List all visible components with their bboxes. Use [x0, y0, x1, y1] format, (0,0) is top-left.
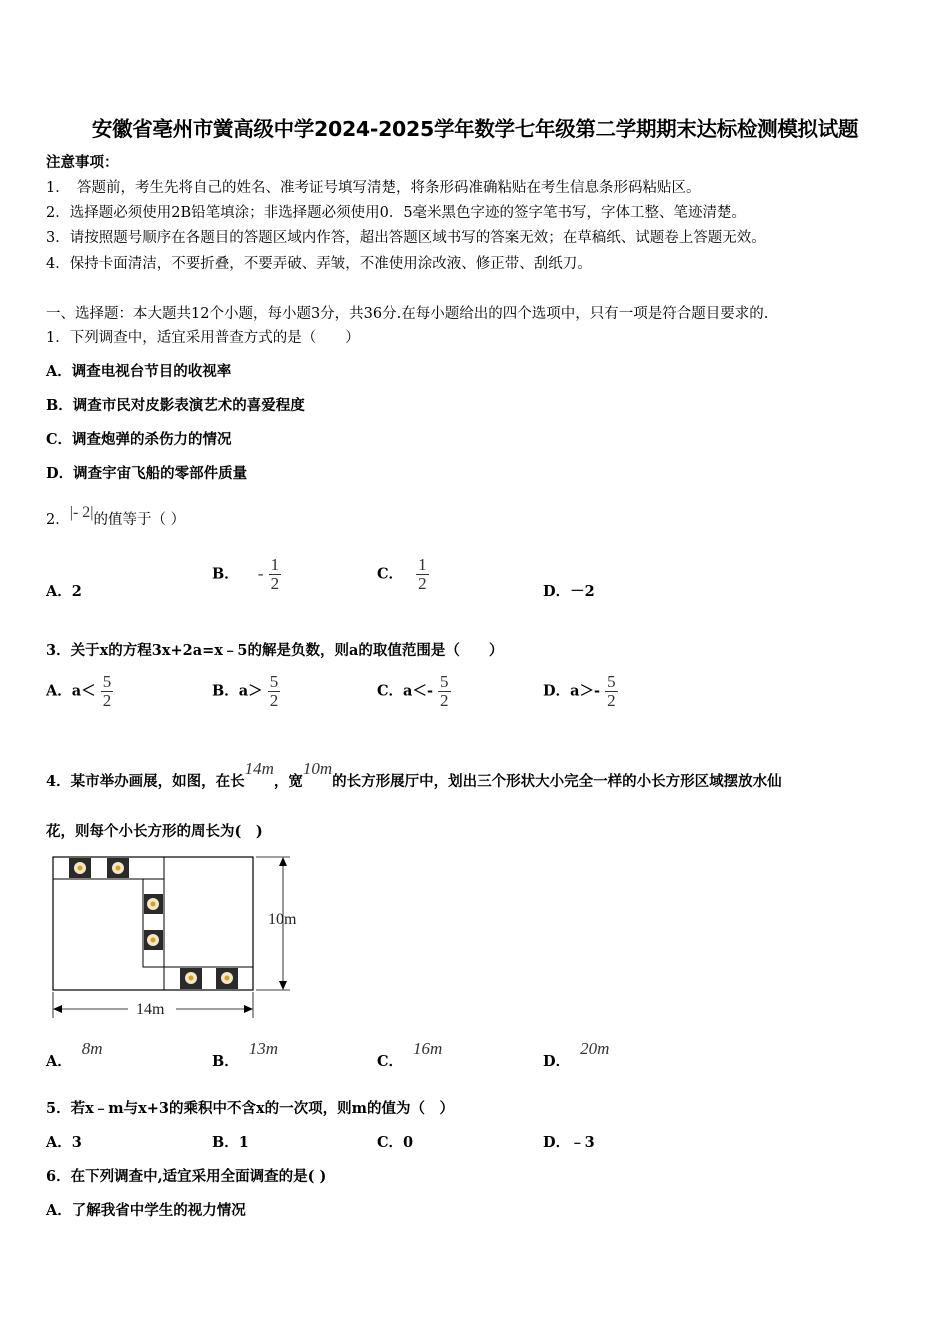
option-text: a＜	[71, 682, 96, 700]
q3-option-c	[377, 673, 451, 710]
q4-stem-line2: 花，则每个小长方形的周长为( )	[46, 823, 263, 840]
q4-diagram	[46, 852, 316, 1024]
q2-stem-text: 的值等于（ ）	[93, 512, 186, 528]
q5-option-d: D．﹣3	[543, 1134, 595, 1151]
fraction	[605, 673, 618, 710]
numerator: 5	[440, 672, 449, 691]
q3-stem: 3．关于x的方程3x+2a=x﹣5的解是负数，则a的取值范围是（ ）	[46, 642, 504, 659]
fraction	[438, 673, 451, 710]
q4-option-b	[212, 1039, 279, 1071]
option-value: －2	[570, 583, 595, 600]
q2-option-c	[377, 556, 429, 593]
q5-option-a: A．3	[46, 1134, 82, 1151]
denominator: 2	[269, 690, 279, 710]
q4-option-a	[46, 1039, 103, 1071]
q2-stem	[46, 504, 186, 529]
q5-option-b: B．1	[212, 1134, 249, 1151]
height-label: 10m	[268, 911, 297, 928]
q4-stem-text: ，宽	[273, 773, 303, 790]
q3-option-b	[212, 673, 280, 710]
small-rect-middle	[143, 879, 164, 967]
option-text: a＞	[238, 682, 263, 700]
denominator: 2	[418, 573, 427, 593]
numerator: 5	[102, 672, 112, 691]
option-text: a＜-	[403, 682, 433, 700]
denominator: 2	[270, 573, 280, 593]
q1-option-c: C．调查炮弹的杀伤力的情况	[46, 431, 232, 448]
page-title: 安徽省亳州市黉高级中学2024-2025学年数学七年级第二学期期末达标检测模拟试题	[91, 117, 859, 141]
numerator: 1	[270, 555, 280, 574]
option-text: a＞-	[570, 682, 600, 700]
section-heading: 一、选择题：本大题共12个小题，每小题3分，共36分.在每小题给出的四个选项中，只有一项是符合题目要求的.	[46, 306, 769, 322]
denominator: 2	[102, 690, 112, 710]
q3-option-d	[543, 673, 618, 710]
option-label: D．	[543, 1053, 571, 1070]
fraction	[269, 556, 282, 593]
q2-option-d	[543, 580, 595, 601]
q6-stem: 6．在下列调查中,适宜采用全面调查的是( )	[46, 1168, 327, 1185]
option-sign: -	[257, 564, 264, 584]
q5-stem: 5．若x﹣m与x+3的乘积中不含x的一次项，则m的值为（ ）	[46, 1100, 454, 1117]
option-value: 20m	[580, 1039, 610, 1058]
q4-length: 14m	[244, 759, 274, 778]
q5-option-c: C．0	[377, 1134, 414, 1151]
q1-option-d: D．调查宇宙飞船的零部件质量	[46, 465, 248, 482]
fraction	[268, 673, 281, 710]
q4-stem	[46, 759, 782, 791]
option-label: A．	[46, 583, 72, 600]
option-value: 2	[71, 583, 82, 600]
numerator: 5	[607, 672, 616, 691]
q3-option-a	[46, 673, 113, 710]
small-rect-bottom	[164, 967, 253, 990]
option-label: D．	[543, 682, 571, 700]
option-label: A．	[46, 682, 72, 700]
denominator: 2	[440, 690, 449, 710]
option-label: B．	[212, 565, 239, 583]
notice-item: 2．选择题必须使用2B铅笔填涂；非选择题必须使用0．5毫米黑色字迹的签字笔书写，字体工整、笔迹清楚。	[46, 205, 747, 221]
notice-heading: 注意事项：	[46, 154, 119, 171]
q1-stem: 1．下列调查中，适宜采用普查方式的是（ ）	[46, 330, 360, 346]
q2-abs-expression: |- 2|	[69, 504, 94, 521]
option-label: B．	[212, 682, 239, 700]
flower-tiles	[69, 858, 238, 989]
notice-item: 1． 答题前，考生先将自己的姓名、准考证号填写清楚，将条形码准确粘贴在考生信息条形码粘贴区。	[46, 180, 701, 196]
fraction	[101, 673, 114, 710]
option-label: A．	[46, 1053, 72, 1070]
option-label: B．	[212, 1053, 239, 1070]
option-label: C．	[377, 682, 404, 700]
option-label: D．	[543, 583, 571, 600]
q2-number: 2．	[46, 512, 70, 528]
option-label: C．	[377, 1053, 404, 1070]
q1-option-a: A．调查电视台节目的收视率	[46, 363, 232, 380]
fraction	[416, 556, 429, 593]
option-value: 8m	[81, 1039, 103, 1058]
option-value: 16m	[413, 1039, 443, 1058]
denominator: 2	[607, 690, 616, 710]
q4-stem-text: 4．某市举办画展，如图，在长	[46, 773, 245, 790]
q6-option-a: A．了解我省中学生的视力情况	[46, 1202, 246, 1219]
notice-item: 4．保持卡面清洁，不要折叠，不要弄破、弄皱，不准使用涂改液、修正带、刮纸刀。	[46, 256, 592, 272]
q4-option-d	[543, 1039, 610, 1071]
notice-item: 3．请按照题号顺序在各题目的答题区域内作答，超出答题区域书写的答案无效；在草稿纸、试题卷上答题无效。	[46, 230, 766, 246]
q4-option-c	[377, 1039, 443, 1071]
option-label: C．	[377, 565, 404, 583]
q2-option-b	[212, 556, 281, 593]
q2-option-a	[46, 580, 82, 601]
width-label: 14m	[136, 1001, 165, 1018]
option-value: 13m	[248, 1039, 279, 1058]
q1-option-b: B．调查市民对皮影表演艺术的喜爱程度	[46, 397, 305, 414]
q4-stem-text: 的长方形展厅中，划出三个形状大小完全一样的小长方形区域摆放水仙	[332, 773, 782, 790]
numerator: 5	[269, 672, 279, 691]
numerator: 1	[418, 555, 427, 574]
q4-width: 10m	[302, 759, 333, 778]
